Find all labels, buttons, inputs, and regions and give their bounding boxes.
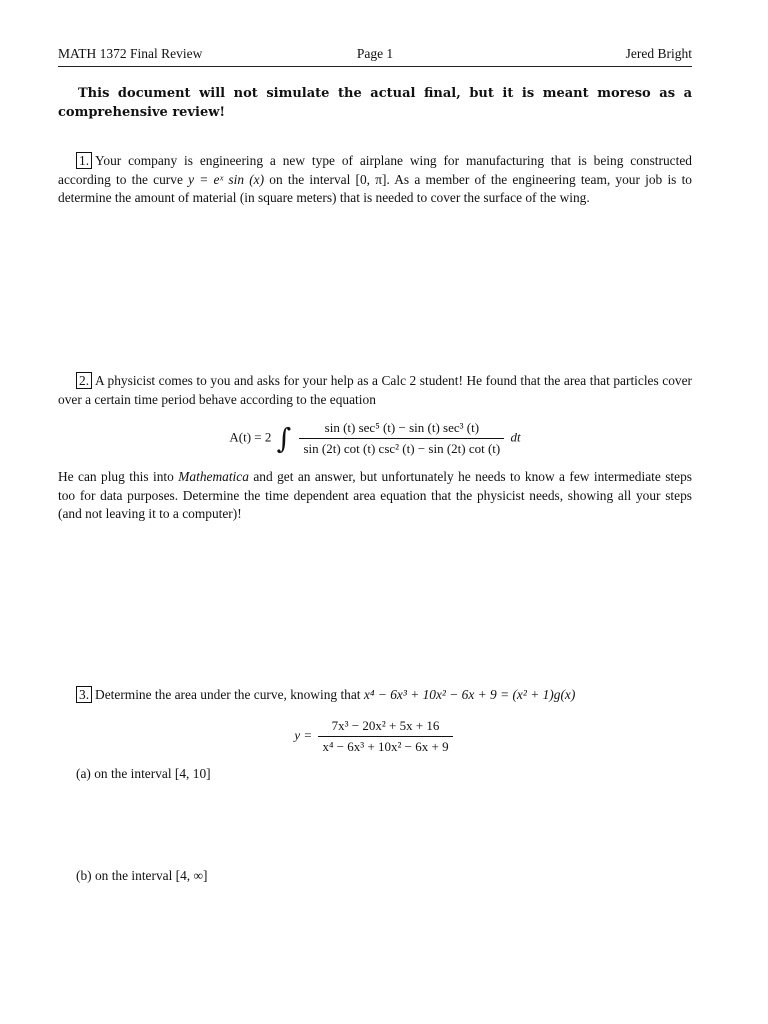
page-header: [58, 44, 692, 67]
question-3-identity: x⁴ − 6x³ + 10x² − 6x + 9 = (x² + 1)g(x): [363, 687, 576, 702]
curve-equation: [58, 718, 692, 755]
integral-sign-icon: ∫: [276, 422, 292, 455]
curve-equation-fraction: [318, 718, 452, 755]
curve-equation-lhs: y =: [294, 727, 313, 743]
question-1-curve: y = eˣ sin (x): [188, 171, 265, 187]
curve-equation-denominator: x⁴ − 6x³ + 10x² − 6x + 9: [322, 739, 449, 754]
area-equation-lhs: A(t) = 2: [229, 429, 272, 445]
question-2-followup: [58, 468, 692, 524]
intro-note: This document will not simulate the actual final, but it is meant moreso as a comprehensive review!: [58, 86, 692, 120]
question-1-text-c: . As a member of the engineering team, your job is to determine the amount of material (in square meters) that is needed to cover the surface of the wing.: [58, 171, 692, 205]
page-number: Page 1: [356, 46, 394, 61]
course-title: MATH 1372 Final Review: [58, 46, 203, 61]
question-2-followup-a: He can plug this into: [58, 469, 179, 484]
area-equation: [58, 420, 692, 457]
question-1-text-a: Your company is engineering a new type of airplane wing for manufacturing that is being constructed according to the curve: [58, 153, 692, 187]
author-name: Jered Bright: [625, 46, 692, 61]
area-equation-numerator: sin (t) sec⁵ (t) − sin (t) sec³ (t): [299, 420, 504, 439]
question-2-text: A physicist comes to you and asks for your help as a Calc 2 student! He found that the area that particles cover over a certain time period behave according to the equation: [58, 373, 692, 407]
question-3: [58, 686, 692, 705]
question-2: [58, 372, 692, 409]
question-1-text-b: on the interval: [264, 171, 356, 187]
document-page: [58, 0, 692, 1024]
area-equation-fraction: [299, 420, 504, 457]
question-2-followup-b: and get an answer, but unfortunately he needs to know a few intermediate steps too for data purposes. Determine the time dependent area equation that the physicist needs, showing all your steps (and not leaving it to a computer)!: [58, 469, 693, 521]
area-equation-denominator: sin (2t) cot (t) csc² (t) − sin (2t) cot (t): [303, 441, 501, 456]
curve-equation-numerator: 7x³ − 20x² + 5x + 16: [318, 718, 452, 737]
area-equation-differential: dt: [510, 429, 521, 445]
software-name: Mathematica: [178, 469, 249, 484]
question-3-part-a: (a) on the interval [4, 10]: [76, 766, 211, 781]
question-3-number: 3.: [76, 686, 92, 703]
question-1-interval: [0, π]: [355, 171, 387, 187]
question-2-number: 2.: [76, 372, 92, 389]
question-3-part-b: (b) on the interval [4, ∞]: [76, 868, 208, 883]
question-3-text: Determine the area under the curve, knowing that: [95, 687, 364, 702]
question-1: [58, 152, 692, 208]
question-1-number: 1.: [76, 152, 92, 169]
